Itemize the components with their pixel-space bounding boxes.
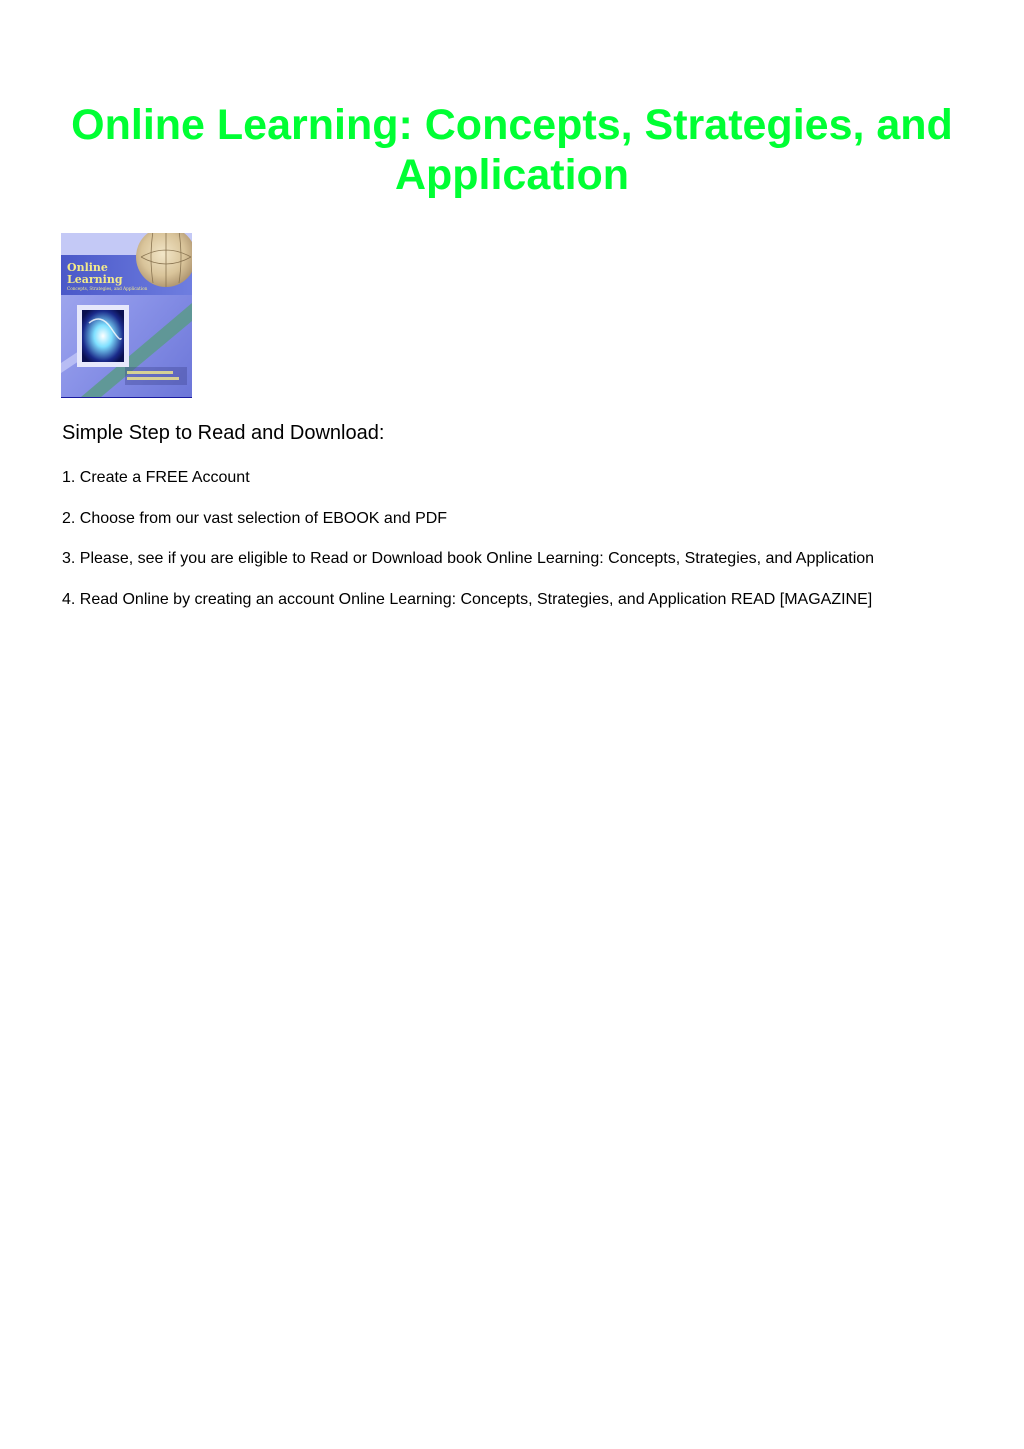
cover-title-line2: Learning [67,273,123,286]
step-item: 2. Choose from our vast selection of EBOOK and PDF [62,509,448,527]
step-item: 1. Create a FREE Account [62,469,250,486]
cover-subtitle: Concepts, Strategies, and Application [67,286,148,291]
book-cover-image [61,233,192,397]
steps-heading: Simple Step to Read and Download: [62,422,385,444]
step-item: 4. Read Online by creating an account Online Learning: Concepts, Strategies, and Application READ [MAGAZINE] [62,590,873,608]
book-cover-link[interactable] [61,233,192,398]
page-title: Online Learning: Concepts, Strategies, and Application [71,101,953,199]
cover-title-line1: Online [67,261,108,274]
step-item: 3. Please, see if you are eligible to Read or Download book Online Learning: Concepts, Strategies, and Application [62,550,875,567]
steps-list [62,467,874,629]
